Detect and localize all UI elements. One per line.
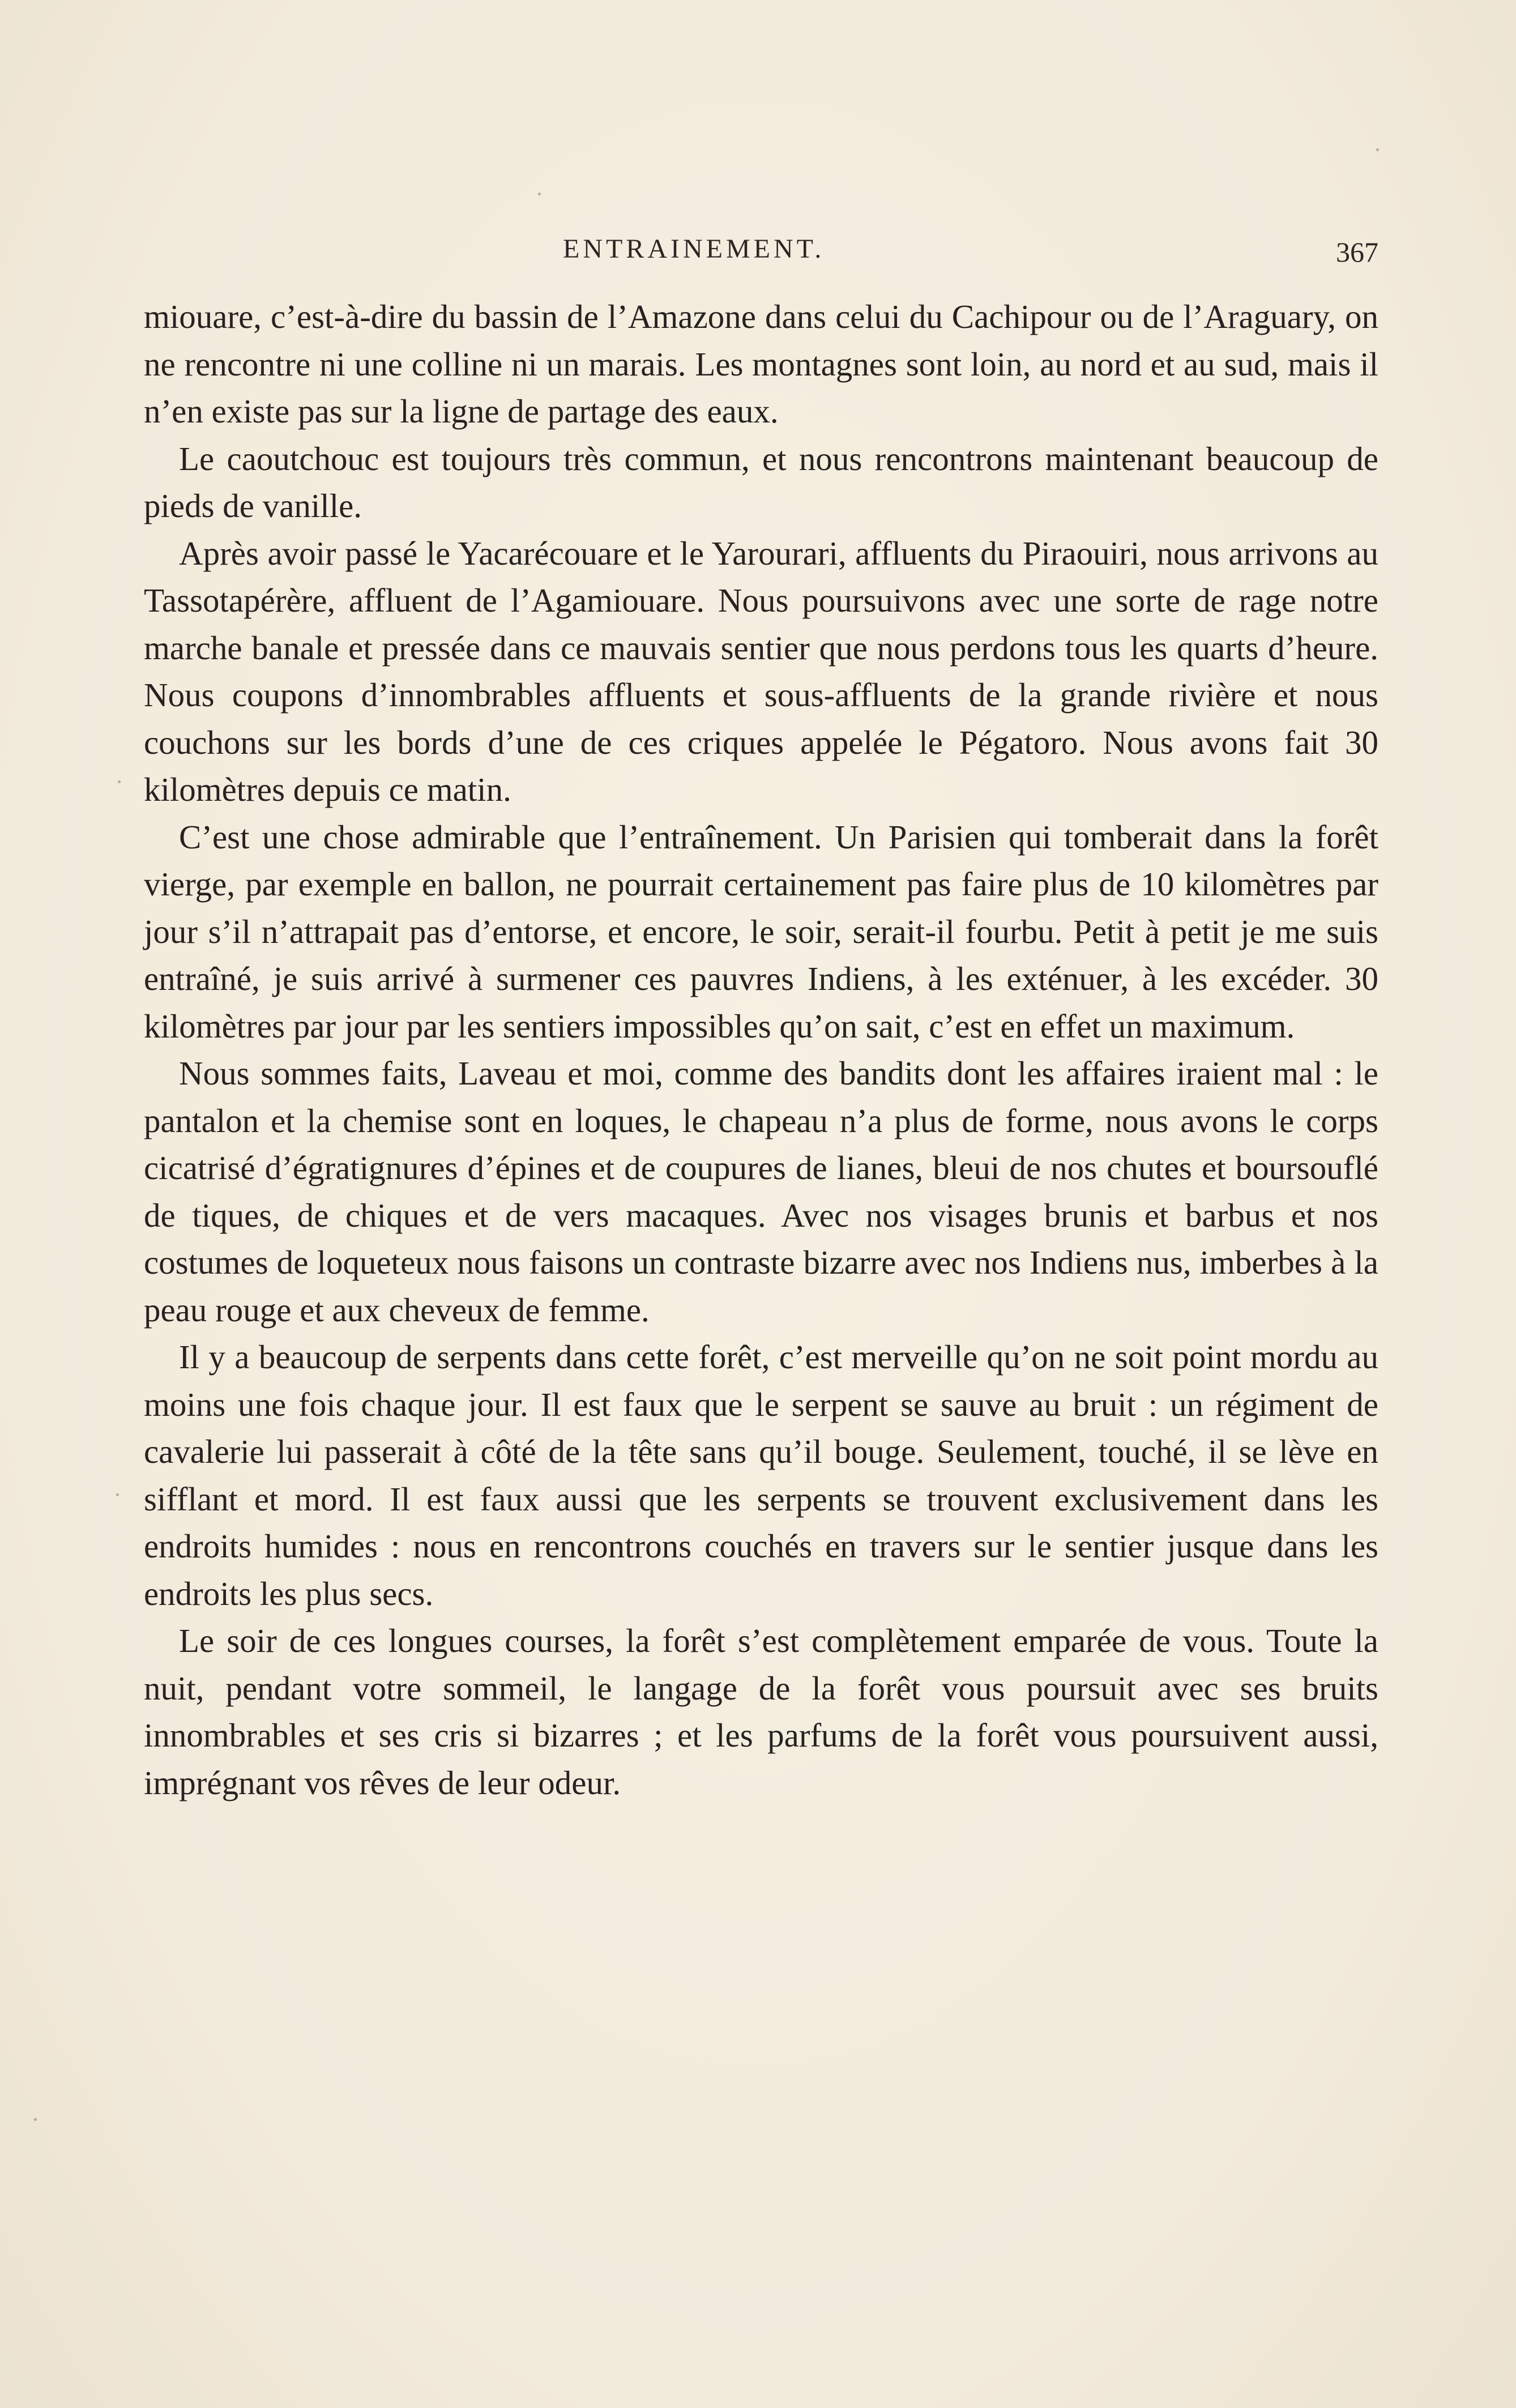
paper-speck — [538, 193, 541, 195]
paragraph: Nous sommes faits, Laveau et moi, comme des bandits dont les affaires iraient mal : le pantalon et la chemise sont en loques, le chapeau n’a plus de forme, nous avons le corps cicatrisé d’égratignures d’épines et de coupures de lianes, bleui de nos chutes et boursouflé de tiques, de chiques et de vers macaques. Avec nos visages brunis et barbus et nos costumes de loqueteux nous faisons un contraste bizarre avec nos Indiens nus, imberbes à la peau rouge et aux cheveux de femme. — [144, 1054, 1378, 1329]
paper-speck — [34, 2118, 37, 2121]
paper-speck — [1376, 148, 1379, 151]
running-title: ENTRAINEMENT. — [563, 234, 825, 264]
paragraph: Il y a beaucoup de serpents dans cette forêt, c’est merveille qu’on ne soit point mordu au moins une fois chaque jour. Il est faux que le serpent se sauve au bruit : un régiment de cavalerie lui passerait à côté de la tête sans qu’il bouge. Seulement, touché, il se lève en sifflant et mord. Il est faux aussi que les serpents se trouvent exclusivement dans les endroits humides : nous en rencontrons couchés en travers sur le sentier jusque dans les endroits les plus secs. — [144, 1338, 1378, 1612]
paragraph: C’est une chose admirable que l’entraînement. Un Parisien qui tomberait dans la forêt vierge, par exemple en ballon, ne pourrait certainement pas faire plus de 10 kilomètres par jour s’il n’attrapait pas d’entorse, et encore, le soir, serait-il fourbu. Petit à petit je me suis entraîné, je suis arrivé à surmener ces pauvres Indiens, à les exténuer, à les excéder. 30 kilomètres par jour par les sentiers impossibles qu’on sait, c’est en effet un maximum. — [144, 818, 1378, 1045]
paragraph: miouare, c’est-à-dire du bassin de l’Amazone dans celui du Cachipour ou de l’Araguary, on ne rencontre ni une colline ni un marais. Les montagnes sont loin, au nord et au sud, mais il n’en existe pas sur la ligne de partage des eaux. — [144, 298, 1378, 430]
page-number: 367 — [1336, 236, 1378, 268]
paragraph: Après avoir passé le Yacarécouare et le Yarourari, affluents du Piraouiri, nous arrivons au Tassotapérère, affluent de l’Agamiouare. Nous poursuivons avec une sorte de rage notre marche banale et pressée dans ce mauvais sentier que nous perdons tous les quarts d’heure. Nous coupons d’innombrables affluents et sous-affluents de la grande rivière et nous couchons sur les bords d’une de ces criques appelée le Pégatoro. Nous avons fait 30 kilomètres depuis ce matin. — [144, 534, 1378, 808]
paragraph: Le soir de ces longues courses, la forêt s’est complètement emparée de vous. Toute la nuit, pendant votre sommeil, le langage de la forêt vous poursuit avec ses bruits innombrables et ses cris si bizarres ; et les parfums de la forêt vous poursuivent aussi, imprégnant vos rêves de leur odeur. — [144, 1622, 1378, 1801]
body-text — [144, 293, 1378, 1807]
page-header — [144, 233, 1378, 279]
paper-speck — [116, 1493, 119, 1496]
paragraph: Le caoutchouc est toujours très commun, et nous rencontrons maintenant beaucoup de pieds de vanille. — [144, 439, 1378, 524]
paper-speck — [118, 780, 121, 783]
